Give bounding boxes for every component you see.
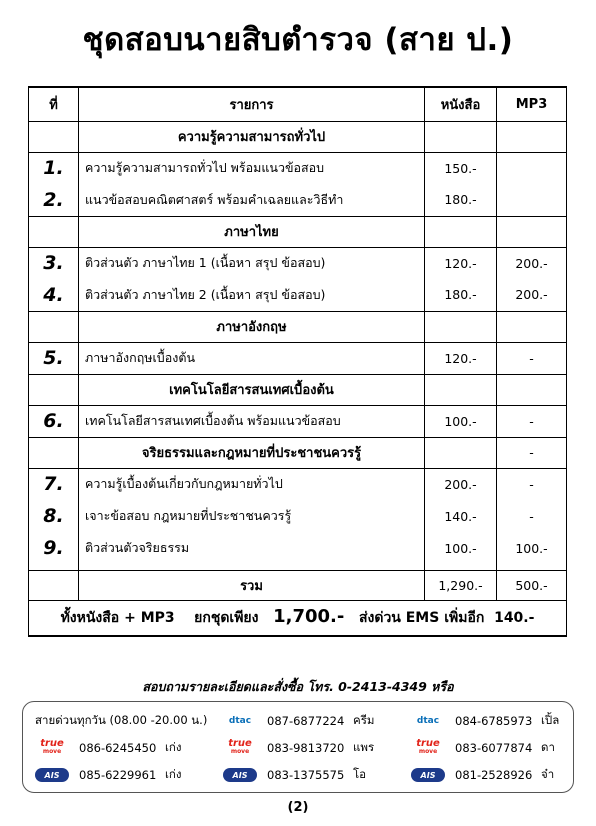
price-table [28,86,567,637]
contact-name: ครีม [353,713,375,727]
header-no: ที่ [29,87,79,121]
item-mp3-price [497,152,567,184]
bundle-price: 1,700.- [273,606,345,628]
bundle-offer [29,600,567,636]
item-mp3-price: 200.- [497,247,567,279]
header-mp3: MP3 [497,87,567,121]
category-row [29,374,567,405]
category-name: ภาษาอังกฤษ [79,311,425,342]
phone-row [23,711,575,731]
contact-line: สอบถามรายละเอียดและสั่งซื้อ โทร. 0-2413-4349 หรือ [142,679,454,694]
item-name: เจาะข้อสอบ กฎหมายที่ประชาชนควรรู้ [79,500,425,532]
page-title: ชุดสอบนายสิบตำรวจ (สาย ป.) [82,22,514,58]
contact-name: เก่ง [165,740,182,754]
category-row [29,311,567,342]
truemove-logo-icon: true move [40,738,64,755]
phone-entry [35,738,182,758]
item-book-price: 140.- [425,500,497,532]
item-book-price: 180.- [425,279,497,311]
bundle-shipping-label: ส่งด่วน EMS เพิ่มอีก [358,610,485,627]
table-row [29,247,567,279]
ais-logo-icon: AIS [223,768,257,782]
table-header-row [29,87,567,121]
category-row [29,216,567,247]
total-label: รวม [79,570,425,600]
table-row [29,468,567,500]
truemove-logo-icon: true move [228,738,252,755]
phone-number: 085-6229961 [79,768,157,782]
phone-number: 086-6245450 [79,741,157,755]
hotline-hours: สายด่วนทุกวัน (08.00 -20.00 น.) [35,713,208,727]
dtac-logo-icon: dtac [228,716,252,726]
phone-entry [411,765,554,785]
bundle-prefix: ทั้งหนังสือ + MP3 [60,610,175,627]
item-number: 3. [29,247,79,279]
item-number: 1. [29,152,79,184]
contact-name: เปิ้ล [541,713,560,727]
phone-number: 083-6077874 [455,741,533,755]
item-book-price: 180.- [425,184,497,216]
table-row [29,405,567,437]
phone-row [23,738,575,758]
phone-entry [35,765,182,785]
dtac-logo-icon: dtac [416,716,440,726]
phone-entry [223,711,374,731]
phone-entry [223,738,374,758]
item-mp3-price: - [497,500,567,532]
total-book: 1,290.- [425,570,497,600]
category-name: ความรู้ความสามารถทั่วไป [79,121,425,152]
item-book-price: 200.- [425,468,497,500]
item-name: เทคโนโลยีสารสนเทศเบื้องต้น พร้อมแนวข้อสอบ [79,405,425,437]
phone-number: 087-6877224 [267,714,345,728]
item-mp3-price: 100.- [497,532,567,564]
item-mp3-price: - [497,342,567,374]
item-name: ความรู้เบื้องต้นเกี่ยวกับกฎหมายทั่วไป [79,468,425,500]
table-row [29,342,567,374]
item-name: ความรู้ความสามารถทั่วไป พร้อมแนวข้อสอบ [79,152,425,184]
item-name: ติวส่วนตัวจริยธรรม [79,532,425,564]
phone-entry [411,711,559,731]
phone-list [22,701,574,793]
item-book-price: 120.- [425,247,497,279]
phone-number: 083-1375575 [267,768,345,782]
item-number: 5. [29,342,79,374]
category-mp3 [497,374,567,405]
category-mp3 [497,216,567,247]
item-name: ติวส่วนตัว ภาษาไทย 1 (เนื้อหา สรุป ข้อสอบ) [79,247,425,279]
bundle-shipping-price: 140.- [494,610,535,627]
table-row [29,279,567,311]
phone-number: 081-2528926 [455,768,533,782]
category-name: ภาษาไทย [79,216,425,247]
item-mp3-price: 200.- [497,279,567,311]
item-mp3-price: - [497,405,567,437]
ais-logo-icon: AIS [35,768,69,782]
bundle-discount-label: ยกชุดเพียง [194,610,259,627]
category-mp3 [497,311,567,342]
item-name: ติวส่วนตัว ภาษาไทย 2 (เนื้อหา สรุป ข้อสอบ) [79,279,425,311]
contact-name: จ๋า [541,767,555,781]
contact-name: แพร [353,740,375,754]
page-number: (2) [287,800,309,815]
category-mp3 [497,121,567,152]
phone-number: 084-6785973 [455,714,533,728]
total-row [29,570,567,600]
contact-name: โอ [353,767,367,781]
category-mp3: - [497,437,567,468]
phone-entry [411,738,555,758]
item-name: ภาษาอังกฤษเบื้องต้น [79,342,425,374]
category-row [29,121,567,152]
truemove-logo-icon: true move [416,738,440,755]
item-number: 9. [29,532,79,564]
item-mp3-price [497,184,567,216]
table-row [29,152,567,184]
item-name: แนวข้อสอบคณิตศาสตร์ พร้อมคำเฉลยและวิธีทำ [79,184,425,216]
item-number: 8. [29,500,79,532]
table-row [29,532,567,564]
total-mp3: 500.- [497,570,567,600]
item-number: 2. [29,184,79,216]
table-row [29,500,567,532]
item-number: 6. [29,405,79,437]
ais-logo-icon: AIS [411,768,445,782]
item-book-price: 100.- [425,405,497,437]
header-book: หนังสือ [425,87,497,121]
bundle-row [29,600,567,636]
category-row [29,437,567,468]
category-name: เทคโนโลยีสารสนเทศเบื้องต้น [79,374,425,405]
phone-entry [223,765,366,785]
item-number: 4. [29,279,79,311]
item-number: 7. [29,468,79,500]
header-item: รายการ [79,87,425,121]
item-mp3-price: - [497,468,567,500]
item-book-price: 100.- [425,532,497,564]
category-name: จริยธรรมและกฎหมายที่ประชาชนควรรู้ [79,437,425,468]
table-row [29,184,567,216]
item-book-price: 150.- [425,152,497,184]
contact-name: เก่ง [165,767,182,781]
item-book-price: 120.- [425,342,497,374]
phone-number: 083-9813720 [267,741,345,755]
phone-row [23,765,575,785]
contact-name: ดา [541,740,555,754]
